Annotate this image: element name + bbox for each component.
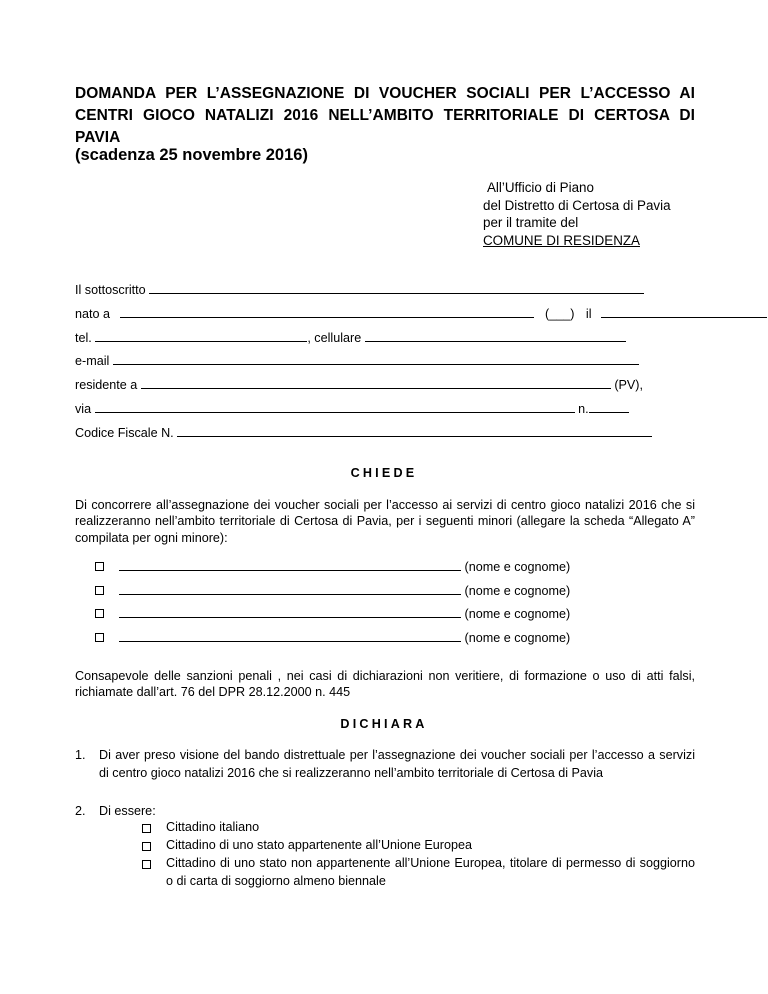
addressee-line-3: per il tramite del (483, 215, 579, 231)
chiede-text: Di concorrere all’assegnazione dei voucher sociali per l’accesso ai servizi di centro gioco natalizi 2016 che si realizzeranno nell’ambito territoriale di Certosa di Pavia, per i seguenti minori (allegare la scheda “Allegato A” compilata per ogni minore): (75, 498, 695, 545)
field-nato (75, 305, 767, 322)
label-residente: residente a (75, 378, 138, 392)
label-codice-fiscale: Codice Fiscale N. (75, 426, 174, 440)
input-telefono[interactable] (95, 329, 307, 342)
checkbox-cittadino-extra-ue[interactable] (142, 860, 151, 869)
label-pv: (PV), (614, 378, 643, 392)
input-minor-4[interactable] (119, 629, 461, 642)
field-telefono (75, 329, 626, 346)
checkbox-cittadino-ue[interactable] (142, 842, 151, 851)
field-via (75, 400, 629, 417)
item-1-text: Di aver preso visione del bando distrettuale per l’assegnazione dei voucher sociali per l’accesso a servizi di centro gioco natalizi 2016 che si realizzeranno nell’ambito territoriale di Certosa di Pavia (99, 748, 695, 781)
item-2-number: 2. (75, 804, 86, 818)
option-1-text: Cittadino italiano (166, 820, 260, 834)
citizenship-option-2 (142, 837, 695, 855)
minor-row-3 (95, 605, 570, 622)
addressee-block (483, 179, 671, 249)
input-sottoscritto[interactable] (149, 281, 644, 294)
addressee-line-4: COMUNE DI RESIDENZA (483, 232, 640, 248)
dichiara-item-1 (75, 746, 695, 783)
input-minor-1[interactable] (119, 558, 461, 571)
field-codice-fiscale (75, 424, 652, 441)
checkbox-minor-2[interactable] (95, 586, 104, 595)
field-residente (75, 376, 643, 393)
label-sottoscritto: Il sottoscritto (75, 283, 146, 297)
addressee-line-1: All’Ufficio di Piano (487, 180, 594, 195)
heading-chiede: CHIEDE (350, 466, 418, 480)
label-email: e-mail (75, 354, 110, 368)
input-cellulare[interactable] (365, 329, 626, 342)
input-provincia[interactable]: (___) (545, 307, 575, 321)
minor-label-1: (nome e cognome) (464, 560, 571, 574)
minor-label-2: (nome e cognome) (464, 584, 571, 598)
input-minor-2[interactable] (119, 582, 461, 595)
label-tel: tel. (75, 331, 92, 345)
minor-row-1 (95, 558, 570, 575)
deadline-note: (scadenza 25 novembre 2016) (75, 146, 308, 164)
label-cellulare: , cellulare (307, 331, 362, 345)
label-numero: n. (578, 402, 589, 416)
option-2-text: Cittadino di uno stato appartenente all’Unione Europea (166, 838, 472, 852)
checkbox-cittadino-italiano[interactable] (142, 824, 151, 833)
heading-dichiara: DICHIARA (340, 717, 428, 731)
option-3-text: Cittadino di uno stato non appartenente all’Unione Europea, titolare di permesso di soggiorno o di carta di soggiorno almeno biennale (166, 856, 695, 888)
dichiara-item-2 (75, 802, 695, 820)
input-codice-fiscale[interactable] (177, 424, 652, 437)
consapevole-text: Consapevole delle sanzioni penali , nei casi di dichiarazioni non veritiere, di formazione o uso di atti falsi, richiamate dall’art. 76 del DPR 28.12.2000 n. 445 (75, 669, 695, 700)
input-residenza[interactable] (141, 376, 611, 389)
item-2-text: Di essere: (99, 804, 156, 818)
minor-label-3: (nome e cognome) (464, 607, 571, 621)
field-sottoscritto (75, 281, 644, 298)
label-via: via (75, 402, 92, 416)
minor-label-4: (nome e cognome) (464, 631, 571, 645)
label-il: il (585, 307, 592, 321)
field-email (75, 352, 639, 369)
document-title: DOMANDA PER L’ASSEGNAZIONE DI VOUCHER SOCIALI PER L’ACCESSO AI CENTRI GIOCO NATALIZI 2016 NELL’AMBITO TERRITORIALE DI CERTOSA DI PAVIA (75, 85, 695, 146)
input-minor-3[interactable] (119, 605, 461, 618)
citizenship-option-1 (142, 819, 695, 837)
input-via[interactable] (95, 400, 575, 413)
input-numero[interactable] (589, 400, 629, 413)
item-1-number: 1. (75, 748, 86, 762)
citizenship-option-3 (142, 855, 695, 890)
minor-row-4 (95, 629, 570, 646)
label-nato: nato a (75, 307, 111, 321)
addressee-line-2: del Distretto di Certosa di Pavia (483, 197, 671, 213)
input-data-nascita[interactable] (601, 305, 767, 318)
checkbox-minor-4[interactable] (95, 633, 104, 642)
minor-row-2 (95, 582, 570, 599)
input-luogo-nascita[interactable] (120, 305, 534, 318)
input-email[interactable] (113, 352, 639, 365)
checkbox-minor-1[interactable] (95, 562, 104, 571)
checkbox-minor-3[interactable] (95, 609, 104, 618)
